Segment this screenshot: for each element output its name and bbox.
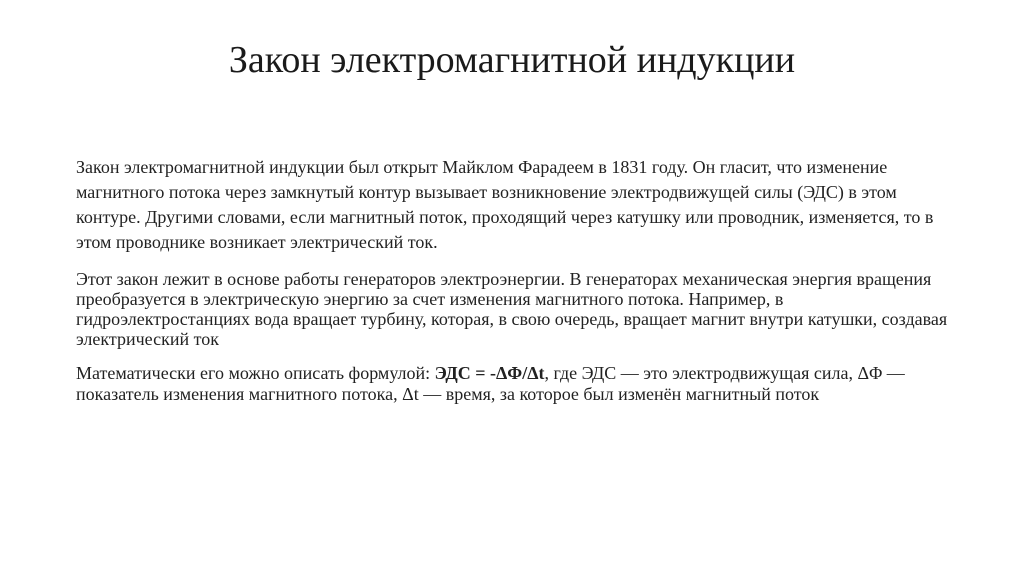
- paragraph-formula: [76, 363, 956, 405]
- paragraph-discovery: Закон электромагнитной индукции был открыт Майклом Фарадеем в 1831 году. Он гласит, что изменение магнитного потока через замкнутый контур вызывает возникновение электродвижущей силы (ЭДС) в этом контуре. Другими словами, если магнитный поток, проходящий через катушку или проводник, изменяется, то в этом проводнике возникает электрический ток.: [76, 157, 934, 252]
- formula-intro-text: Математически его можно описать формулой:: [76, 363, 435, 383]
- formula-explanation-text: , где ЭДС — это электродвижущая сила, ΔΦ — показатель изменения магнитного потока, Δt — время, за которое был изменён магнитный поток: [76, 363, 905, 404]
- slide-title: Закон электромагнитной индукции: [228, 39, 796, 81]
- paragraph-generators: Этот закон лежит в основе работы генераторов электроэнергии. В генераторах механическая энергия вращения преобразуется в электрическую энергию за счет изменения магнитного потока. Например, в гидроэлектростанциях вода вращает турбину, которая, в свою очередь, вращает магнит внутри катушки, создавая электрический ток: [76, 269, 948, 349]
- formula-text: ЭДС = -ΔΦ/Δt: [434, 363, 545, 383]
- slide-content: [76, 155, 956, 405]
